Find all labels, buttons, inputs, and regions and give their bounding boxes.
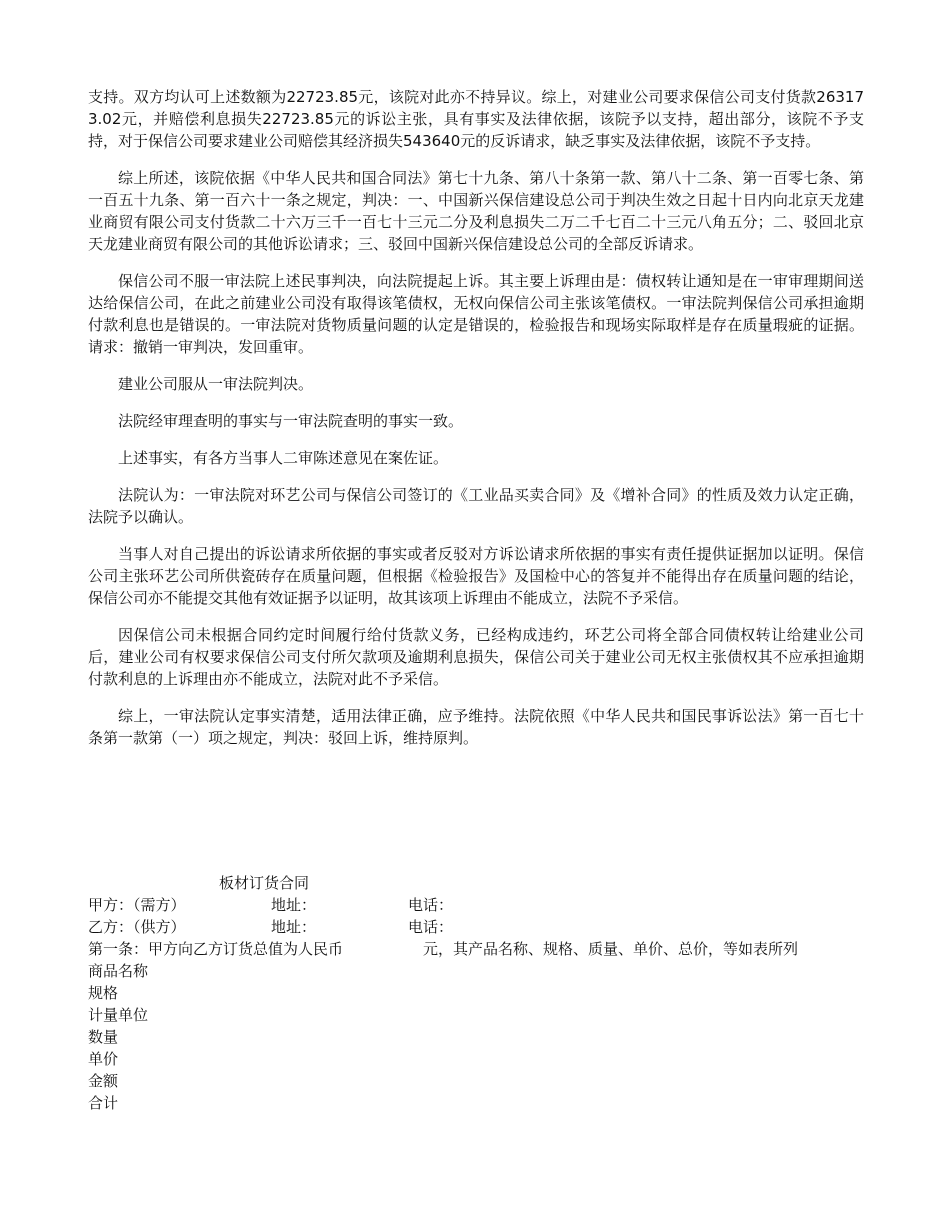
contract-form: [88, 872, 864, 1114]
party-a-address-label: 地址：: [271, 896, 317, 914]
party-b-role: 乙方：（供方）: [88, 918, 186, 936]
field-total: 合计: [88, 1094, 119, 1112]
field-product-name: 商品名称: [88, 962, 149, 980]
field-amount: 金额: [88, 1072, 119, 1090]
paragraph: 法院经审理查明的事实与一审法院查明的事实一致。: [118, 412, 464, 430]
field-unit-price: 单价: [88, 1050, 119, 1068]
field-quantity: 数量: [88, 1028, 119, 1046]
paragraph: 上述事实，有各方当事人二审陈述意见在案佐证。: [118, 449, 449, 467]
contract-title: 板材订货合同: [219, 874, 310, 892]
field-spec: 规格: [88, 984, 119, 1002]
party-a-phone-label: 电话：: [408, 896, 454, 914]
paragraph: 因保信公司未根据合同约定时间履行给付货款义务，已经构成违约，环艺公司将全部合同债权转让给建业公司后，建业公司有权要求保信公司支付所欠款项及逾期利息损失，保信公司关于建业公司无权主张债权其不应承担逾期付款利息的上诉理由亦不能成立，法院对此不予采信。: [88, 626, 864, 688]
paragraph: 保信公司不服一审法院上述民事判决，向法院提起上诉。其主要上诉理由是：债权转让通知是在一审审理期间送达给保信公司，在此之前建业公司没有取得该笔债权，无权向保信公司主张该笔债权。一审法院判保信公司承担逾期付款利息也是错误的。一审法院对货物质量问题的认定是错误的，检验报告和现场实际取样是存在质量瑕疵的证据。请求：撤销一审判决，发回重审。: [88, 272, 864, 356]
party-b-phone-label: 电话：: [408, 918, 454, 936]
judgment-text: [88, 86, 864, 764]
party-a-row: [88, 894, 864, 916]
article-1-right: 元，其产品名称、规格、质量、单价、总价，等如表所列: [423, 940, 799, 958]
field-unit: 计量单位: [88, 1006, 149, 1024]
paragraph: 法院认为：一审法院对环艺公司与保信公司签订的《工业品买卖合同》及《增补合同》的性质及效力认定正确，法院予以确认。: [88, 486, 864, 526]
paragraph: 综上，一审法院认定事实清楚，适用法律正确，应予维持。法院依照《中华人民共和国民事诉讼法》第一百七十条第一款第（一）项之规定，判决：驳回上诉，维持原判。: [88, 707, 864, 747]
paragraph: 建业公司服从一审法院判决。: [118, 375, 314, 393]
party-b-address-label: 地址：: [271, 918, 317, 936]
paragraph: 支持。双方均认可上述数额为22723.85元，该院对此亦不持异议。综上，对建业公司要求保信公司支付货款263173.02元，并赔偿利息损失22723.85元的诉讼主张，具有事实及法律依据，该院予以支持，超出部分，该院不予支持，对于保信公司要求建业公司赔偿其经济损失543640元的反诉请求，缺乏事实及法律依据，该院不予支持。: [88, 88, 864, 150]
paragraph: 当事人对自己提出的诉讼请求所依据的事实或者反驳对方诉讼请求所依据的事实有责任提供证据加以证明。保信公司主张环艺公司所供瓷砖存在质量问题，但根据《检验报告》及国检中心的答复并不能得出存在质量问题的结论，保信公司亦不能提交其他有效证据予以证明，故其该项上诉理由不能成立，法院不予采信。: [88, 545, 864, 607]
article-1-left: 第一条：甲方向乙方订货总值为人民币: [88, 940, 344, 958]
article-1: [88, 938, 864, 960]
party-b-row: [88, 916, 864, 938]
paragraph: 综上所述，该院依据《中华人民共和国合同法》第七十九条、第八十条第一款、第八十二条、第一百零七条、第一百五十九条、第一百六十一条之规定，判决：一、中国新兴保信建设总公司于判决生效之日起十日内向北京天龙建业商贸有限公司支付货款二十六万三千一百七十三元二分及利息损失二万二千七百二十三元八角五分；二、驳回北京天龙建业商贸有限公司的其他诉讼请求；三、驳回中国新兴保信建设总公司的全部反诉请求。: [88, 169, 864, 253]
party-a-role: 甲方：（需方）: [88, 896, 186, 914]
